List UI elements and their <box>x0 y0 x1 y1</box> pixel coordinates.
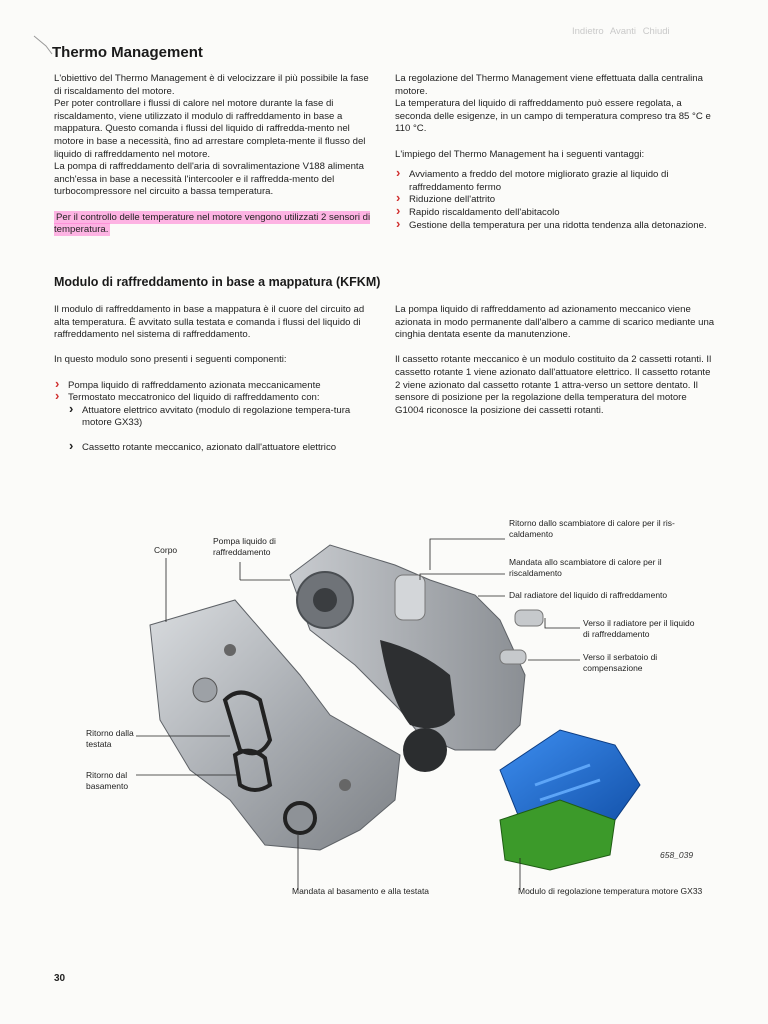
advantages-list <box>395 169 715 232</box>
page-title: Thermo Management <box>52 44 203 61</box>
list-item: › Termostato meccatronico del liquido di raffreddamento con: <box>54 392 374 405</box>
paragraph: Il modulo di raffreddamento in base a mappatura è il cuore del circuito ad alta temperatura. È avvitato sulla testata e comanda i flussi del liquido di raffreddamento nel sistema di raffreddamento. <box>54 304 365 341</box>
nav-back-link[interactable]: Indietro <box>572 26 604 37</box>
paragraph: L'obiettivo del Thermo Management è di velocizzare il più possibile la fase di riscaldamento del motore. <box>54 73 369 97</box>
label-mandata-scambiatore: Mandata allo scambiatore di calore per il riscaldamento <box>509 557 662 578</box>
label-ritorno-basamento: Ritorno dal basamento <box>86 770 129 791</box>
label-verso-radiatore: Verso il radiatore per il liquido di raffreddamento <box>583 618 695 639</box>
section-title: Modulo di raffreddamento in base a mappatura (KFKM) <box>54 275 381 289</box>
highlighted-text: Per il controllo delle temperature nel motore vengono utilizzati 2 sensori di temperatura. <box>54 211 371 236</box>
list-item: › Gestione della temperatura per una ridotta tendenza alla detonazione. <box>395 220 715 233</box>
nav-close-link[interactable]: Chiudi <box>642 26 670 37</box>
list-item: › Rapido riscaldamento dell'abitacolo <box>395 207 715 220</box>
cooling-module-illustration <box>0 500 768 920</box>
module-left-column <box>54 304 374 455</box>
top-navigation <box>572 26 674 37</box>
list-item: › Riduzione dell'attrito <box>395 194 715 207</box>
pencil-mark-icon <box>32 34 54 56</box>
label-verso-serbatoio: Verso il serbatoio di compensazione <box>583 652 658 673</box>
actuator-module-part <box>500 730 640 870</box>
figure-code: 658_039 <box>660 850 694 860</box>
intro-left-column <box>54 73 374 249</box>
list-item: › Avviamento a freddo del motore migliorato grazie al liquido di raffreddamento fermo <box>395 169 715 194</box>
label-mandata-basamento: Mandata al basamento e alla testata <box>292 886 430 896</box>
label-modulo-regolazione: Modulo di regolazione temperatura motore GX33 <box>518 886 703 896</box>
paragraph: L'impiego del Thermo Management ha i seguenti vantaggi: <box>395 148 645 160</box>
paragraph: La pompa di raffreddamento dell'aria di sovralimentazione V188 alimenta anch'essa in base a necessità l'intercooler e il raffredda-mento del turbocompressore nel circuito a bassa temperatura. <box>54 161 364 198</box>
label-dal-radiatore: Dal radiatore del liquido di raffreddamento <box>509 590 668 600</box>
module-right-column <box>395 304 715 430</box>
paragraph: Il cassetto rotante meccanico è un modulo costituito da 2 cassetti rotanti. Il cassetto rotante 1 viene azionato dall'attuatore elettrico. Il cassetto rotante 2 viene azionato dal cassetto rotante 1 attra-verso un settore dentato. Il sensore di posizione per la regolazione della temperatura del motore G1004 riconosce la posizione dei cassetti rotanti. <box>395 354 712 416</box>
paragraph: Per poter controllare i flussi di calore nel motore durante la fase di riscaldamento, viene utilizzato il modulo di raffreddamento in base a mappatura. Questo comanda i flussi del liquido di raffredda-mento nel motore in base a necessità, fino ad arrestare completa-mente il flusso del liquido di raffreddamento nel motore. <box>54 98 366 160</box>
sub-list-item: › Attuatore elettrico avvitato (modulo di regolazione tempera-tura motore GX33) <box>54 405 374 430</box>
components-list <box>54 380 374 455</box>
paragraph: La pompa liquido di raffreddamento ad azionamento meccanico viene azionata in modo permanente dall'albero a camme di scarico mediante una cinghia dentata esente da manutenzione. <box>395 304 715 341</box>
page-number: 30 <box>54 973 66 984</box>
paragraph: La temperatura del liquido di raffreddamento può essere regolata, a seconda delle esigenze, in un campo di temperatura compreso tra 85 °C e 110 °C. <box>395 98 711 135</box>
intro-right-column <box>395 73 715 232</box>
label-pompa: Pompa liquido di raffreddamento <box>213 536 276 557</box>
label-corpo: Corpo <box>154 545 178 555</box>
paragraph: La regolazione del Thermo Management viene effettuata dalla centralina motore. <box>395 73 703 97</box>
paragraph: In questo modulo sono presenti i seguenti componenti: <box>54 354 287 366</box>
list-item: › Pompa liquido di raffreddamento azionata meccanicamente <box>54 380 374 393</box>
label-ritorno-scambiatore: Ritorno dallo scambiatore di calore per il ris-caldamento <box>509 518 675 539</box>
nav-forward-link[interactable]: Avanti <box>609 26 637 37</box>
sub-list-item: › Cassetto rotante meccanico, azionato dall'attuatore elettrico <box>54 442 374 455</box>
label-ritorno-testata: Ritorno dalla testata <box>86 728 134 749</box>
